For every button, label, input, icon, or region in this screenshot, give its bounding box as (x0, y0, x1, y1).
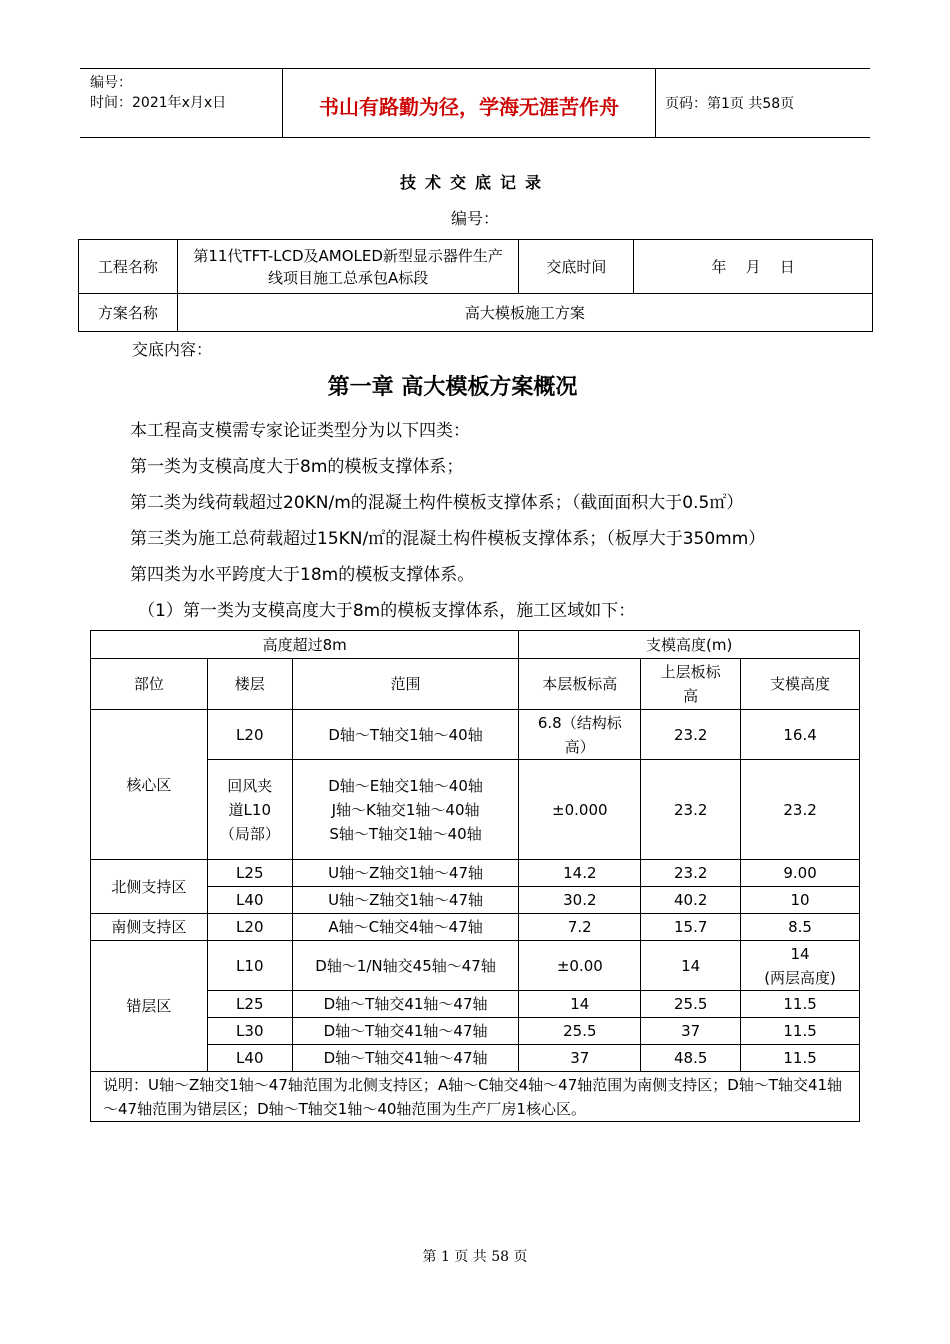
floor-cell: L40 (207, 887, 292, 914)
motto: 书山有路勤为径，学海无涯苦作舟 (319, 95, 619, 119)
code-label: 编号： (90, 75, 132, 91)
level-cell: 30.2 (519, 887, 641, 914)
page-info: 页码：第1页 共58页 (665, 96, 795, 112)
range-cell: D轴～1/N轴交45轴～47轴 (292, 941, 519, 991)
floor-cell: L20 (207, 914, 292, 941)
area-cell: 错层区 (91, 941, 208, 1072)
floor-cell: L30 (207, 1018, 292, 1045)
paragraph: 第一类为支模高度大于8m的模板支撑体系； (130, 457, 464, 477)
range-cell: D轴～T轴交1轴～40轴 (292, 710, 519, 760)
upper-cell: 37 (641, 1018, 741, 1045)
table-row (91, 941, 860, 991)
area-cell: 北侧支持区 (91, 860, 208, 914)
support-height-table (90, 630, 860, 1122)
project-label: 工程名称 (79, 240, 178, 294)
area-cell: 南侧支持区 (91, 914, 208, 941)
table-row (91, 914, 860, 941)
floor-cell: L20 (207, 710, 292, 760)
range-cell: D轴～T轴交41轴～47轴 (292, 1045, 519, 1072)
scheme-label: 方案名称 (79, 294, 178, 332)
col-header: 本层板标高 (519, 659, 641, 710)
upper-cell: 23.2 (641, 760, 741, 860)
content-label: 交底内容： (132, 340, 213, 359)
paragraph: 第三类为施工总荷载超过15KN/㎡的混凝土构件模板支撑体系；（板厚大于350mm） (130, 529, 766, 549)
level-cell: 14 (519, 991, 641, 1018)
col-header: 上层板标高 (641, 659, 741, 710)
doc-title: 技术交底记录 (399, 173, 550, 192)
range-cell: D轴～T轴交41轴～47轴 (292, 991, 519, 1018)
height-cell: 11.5 (741, 1045, 860, 1072)
paragraph: （1）第一类为支模高度大于8m的模板支撑体系，施工区域如下： (138, 601, 636, 621)
group-header-left: 高度超过8m (91, 631, 519, 659)
upper-cell: 23.2 (641, 710, 741, 760)
header-meta (90, 73, 226, 113)
range-cell: D轴～T轴交41轴～47轴 (292, 1018, 519, 1045)
range-cell: A轴～C轴交4轴～47轴 (292, 914, 519, 941)
height-cell: 14 (两层高度) (741, 941, 860, 991)
page-header (80, 68, 870, 138)
col-header: 楼层 (207, 659, 292, 710)
upper-cell: 40.2 (641, 887, 741, 914)
doc-number: 编号： (450, 209, 499, 228)
floor-cell: L10 (207, 941, 292, 991)
height-cell: 10 (741, 887, 860, 914)
paragraph: 本工程高支模需专家论证类型分为以下四类： (130, 421, 470, 441)
level-cell: 6.8（结构标高） (519, 710, 641, 760)
time-label: 时间：2021年x月x日 (90, 95, 227, 111)
info-table (78, 239, 873, 332)
page-footer: 第 1 页 共 58 页 (422, 1249, 528, 1265)
height-cell: 23.2 (741, 760, 860, 860)
table-row (91, 860, 860, 887)
paragraph: 第四类为水平跨度大于18m的模板支撑体系。 (130, 565, 475, 585)
col-header: 范围 (292, 659, 519, 710)
time-label-cell: 交底时间 (519, 240, 634, 294)
height-cell: 9.00 (741, 860, 860, 887)
upper-cell: 15.7 (641, 914, 741, 941)
level-cell: ±0.000 (519, 760, 641, 860)
height-cell: 11.5 (741, 991, 860, 1018)
level-cell: ±0.00 (519, 941, 641, 991)
floor-cell: L40 (207, 1045, 292, 1072)
group-header-right: 支模高度(m) (519, 631, 860, 659)
paragraph: 第二类为线荷载超过20KN/m的混凝土构件模板支撑体系；（截面面积大于0.5㎡） (130, 493, 744, 513)
upper-cell: 23.2 (641, 860, 741, 887)
upper-cell: 14 (641, 941, 741, 991)
chapter-title: 第一章 高大模板方案概况 (327, 375, 578, 400)
floor-cell: L25 (207, 860, 292, 887)
range-cell: U轴～Z轴交1轴～47轴 (292, 860, 519, 887)
level-cell: 7.2 (519, 914, 641, 941)
height-cell: 8.5 (741, 914, 860, 941)
col-header: 支模高度 (741, 659, 860, 710)
area-cell: 核心区 (91, 710, 208, 860)
level-cell: 37 (519, 1045, 641, 1072)
level-cell: 25.5 (519, 1018, 641, 1045)
time-value: 年 月 日 (634, 240, 873, 294)
height-cell: 16.4 (741, 710, 860, 760)
table-note: 说明：U轴～Z轴交1轴～47轴范围为北侧支持区；A轴～C轴交4轴～47轴范围为南侧支持区；D轴～T轴交41轴～47轴范围为错层区；D轴～T轴交1轴～40轴范围为生产厂房1核心区。 (91, 1072, 860, 1122)
range-cell: D轴～E轴交1轴～40轴 J轴～K轴交1轴～40轴 S轴～T轴交1轴～40轴 (292, 760, 519, 860)
floor-cell: L25 (207, 991, 292, 1018)
scheme-name: 高大模板施工方案 (177, 294, 872, 332)
header-divider (655, 69, 656, 137)
upper-cell: 25.5 (641, 991, 741, 1018)
level-cell: 14.2 (519, 860, 641, 887)
floor-cell: 回风夹道L10（局部） (207, 760, 292, 860)
project-name: 第11代TFT-LCD及AMOLED新型显示器件生产线项目施工总承包A标段 (177, 240, 519, 294)
range-cell: U轴～Z轴交1轴～47轴 (292, 887, 519, 914)
col-header: 部位 (91, 659, 208, 710)
table-row (91, 710, 860, 760)
upper-cell: 48.5 (641, 1045, 741, 1072)
height-cell: 11.5 (741, 1018, 860, 1045)
